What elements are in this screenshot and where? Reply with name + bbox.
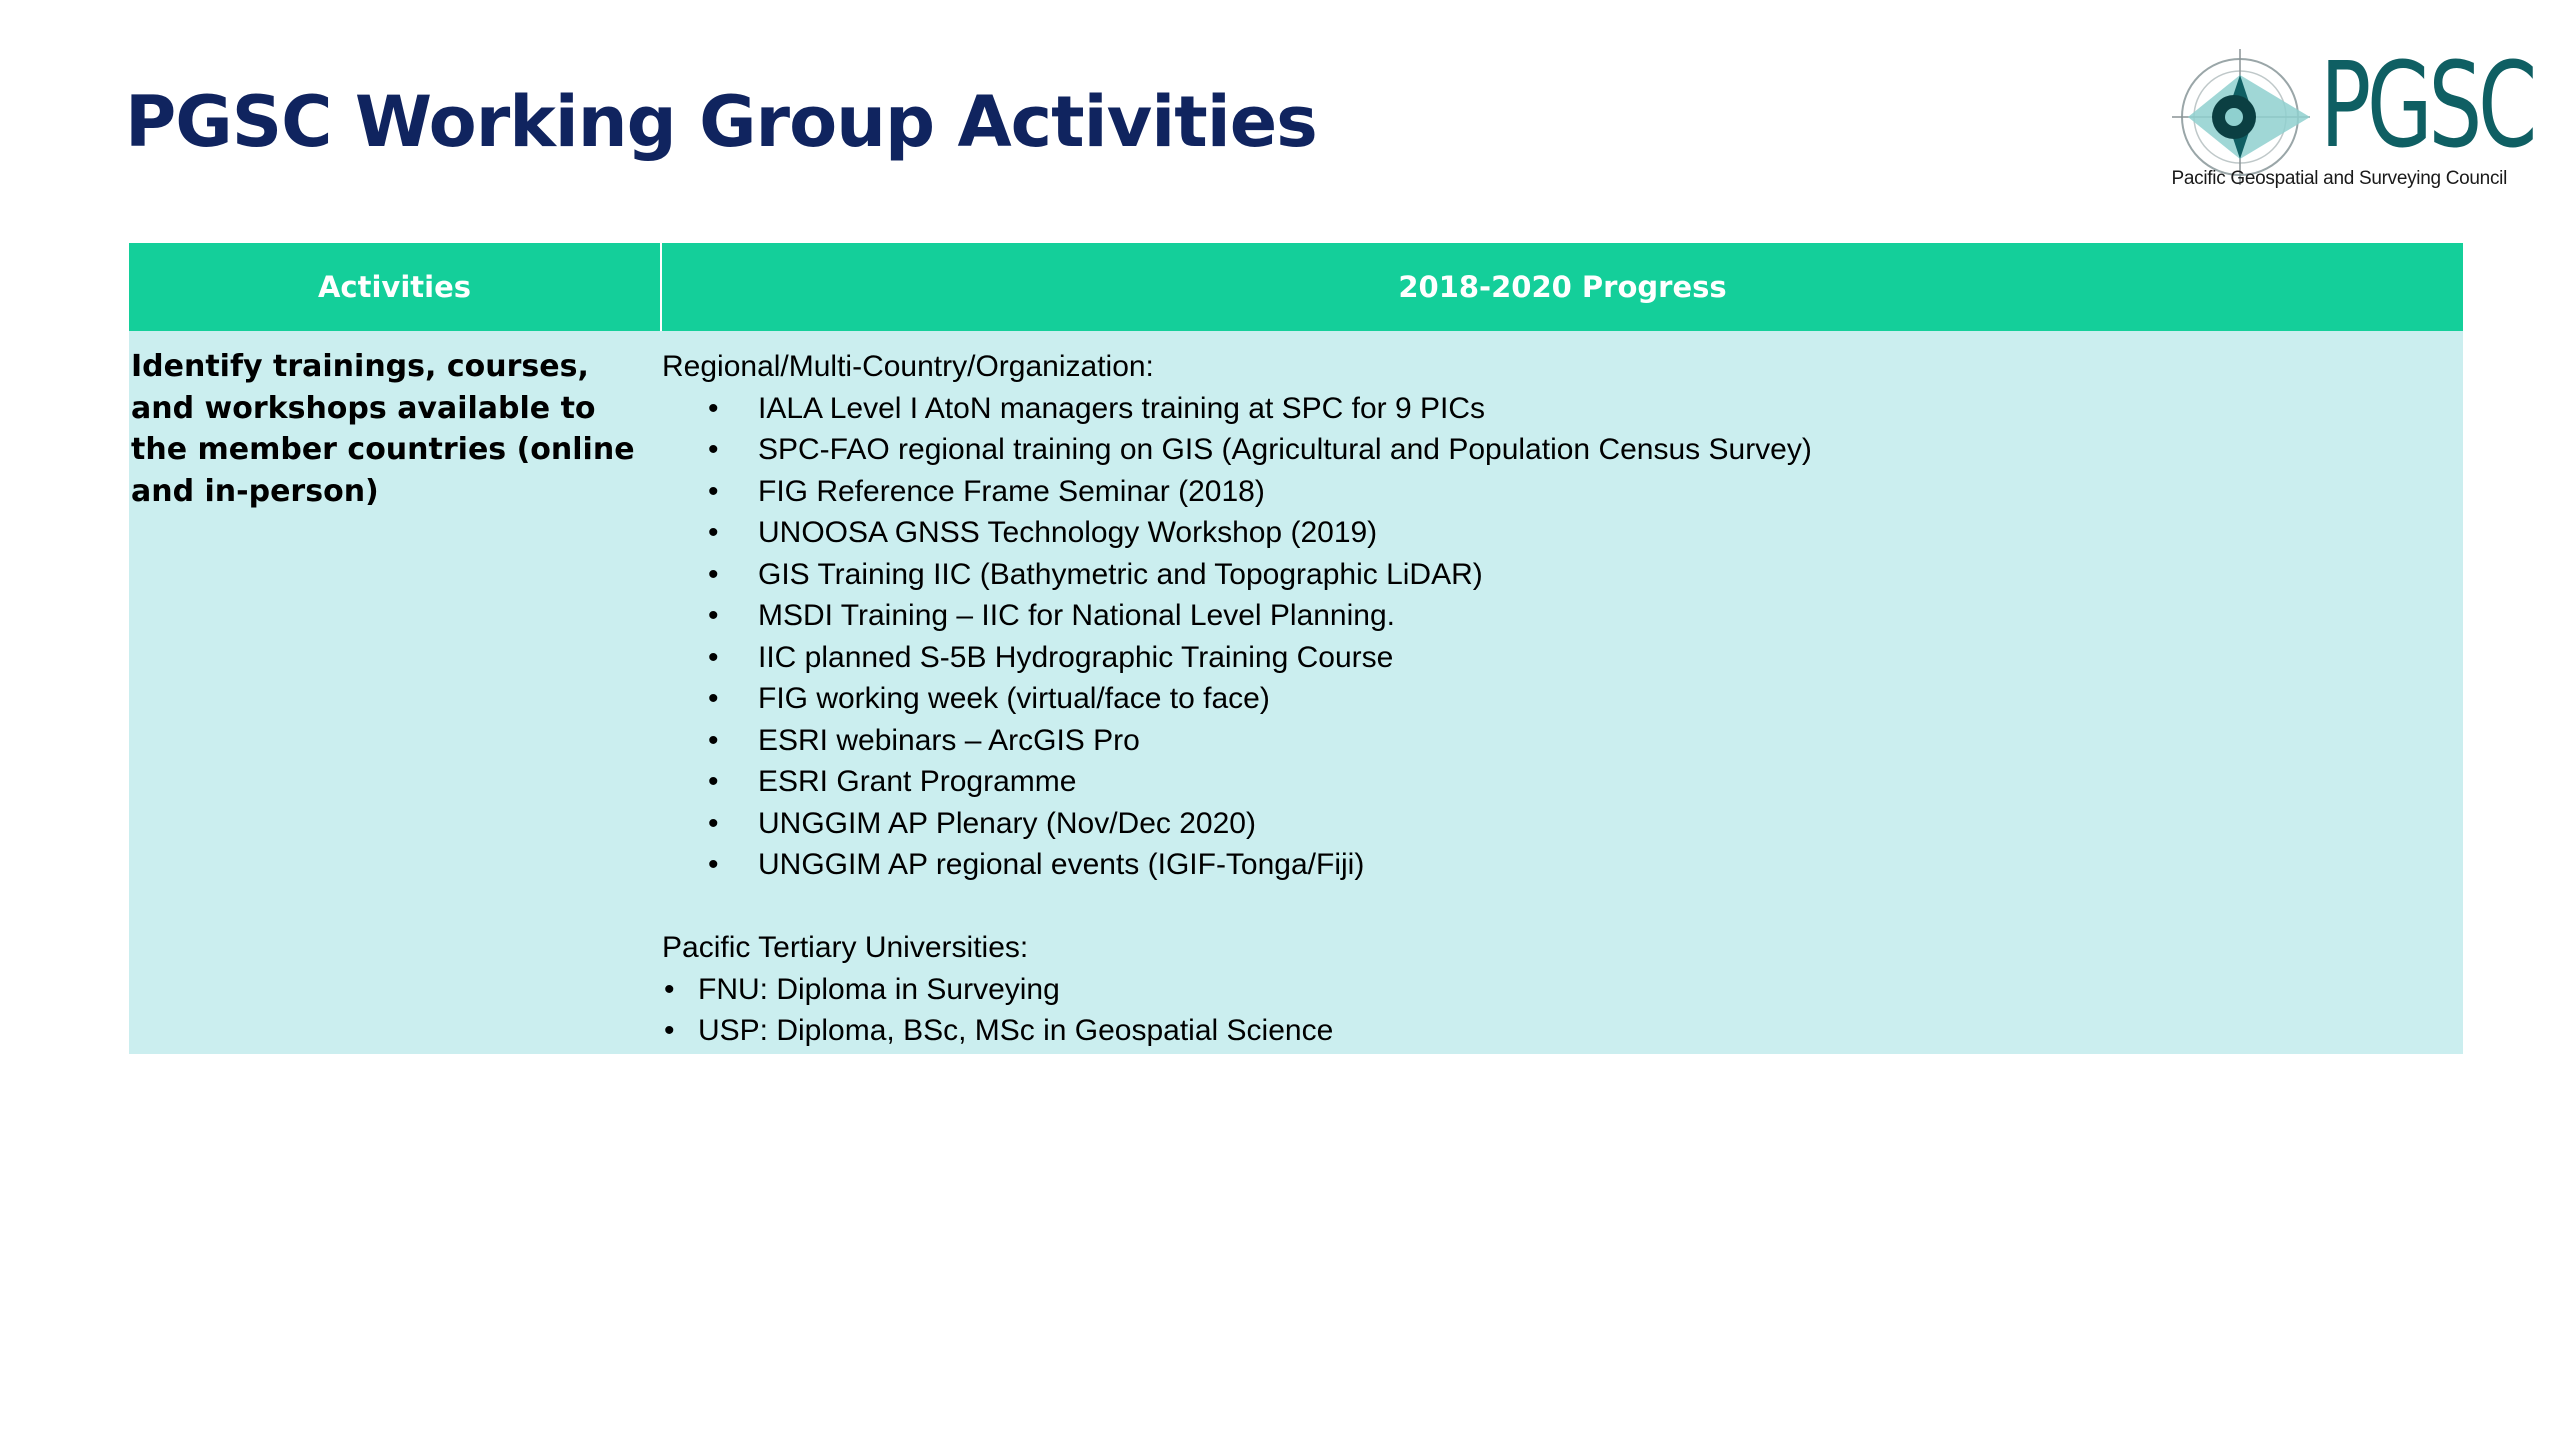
regional-list [662, 388, 2463, 886]
list-item-text: FIG working week (virtual/face to face) [758, 682, 1270, 715]
bullet-icon: • [664, 972, 675, 1006]
list-item [662, 678, 2463, 720]
table-header [129, 243, 2463, 331]
regional-heading: Regional/Multi-Country/Organization: [662, 350, 1154, 383]
bullet-icon: • [708, 599, 719, 632]
bullet-icon: • [708, 640, 719, 674]
bullet-icon: • [708, 433, 719, 466]
list-item [662, 512, 2463, 554]
list-item [662, 1010, 2463, 1052]
logo-tagline: Pacific Geospatial and Surveying Council [2171, 168, 2507, 189]
bullet-icon: • [708, 765, 719, 798]
bullet-icon: • [708, 723, 719, 757]
bullet-icon: • [708, 806, 719, 840]
list-item-text: UNGGIM AP Plenary (Nov/Dec 2020) [758, 806, 1256, 840]
header-progress: 2018-2020 Progress [1398, 270, 1727, 304]
list-item [662, 429, 2463, 471]
list-item-text: UNOOSA GNSS Technology Workshop (2019) [758, 516, 1378, 549]
bullet-icon: • [708, 474, 719, 508]
list-item-text: UNGGIM AP regional events (IGIF-Tonga/Fiji) [758, 848, 1365, 881]
table-row [129, 331, 2463, 1054]
section-spacer [662, 886, 2463, 928]
list-item [662, 554, 2463, 596]
header-activities: Activities [129, 243, 662, 331]
list-item [662, 471, 2463, 513]
list-item-text: FNU: Diploma in Surveying [698, 972, 1060, 1006]
list-item [662, 388, 2463, 430]
bullet-icon: • [708, 516, 719, 549]
bullet-icon: • [708, 391, 719, 425]
list-item-text: IIC planned S-5B Hydrographic Training Course [758, 640, 1394, 674]
list-item [662, 803, 2463, 845]
list-item [662, 595, 2463, 637]
list-item-text: GIS Training IIC (Bathymetric and Topographic LiDAR) [758, 557, 1483, 591]
activity-cell: Identify trainings, courses, and workshops available to the member countries (online and in-person) [131, 349, 635, 509]
logo-wordmark: PGSC [2320, 36, 2534, 174]
list-item [662, 720, 2463, 762]
list-item [662, 969, 2463, 1011]
list-item-text: ESRI webinars – ArcGIS Pro [758, 723, 1140, 757]
universities-list [662, 969, 2463, 1052]
list-item-text: MSDI Training – IIC for National Level Planning. [758, 599, 1395, 632]
bullet-icon: • [664, 1014, 675, 1047]
list-item-text: FIG Reference Frame Seminar (2018) [758, 474, 1265, 508]
slide-title: PGSC Working Group Activities [125, 81, 1317, 163]
list-item [662, 637, 2463, 679]
pgsc-logo [2155, 36, 2534, 200]
universities-heading: Pacific Tertiary Universities: [662, 931, 1029, 964]
list-item [662, 844, 2463, 886]
activities-table [129, 243, 2463, 1054]
bullet-icon: • [708, 557, 719, 591]
list-item-text: USP: Diploma, BSc, MSc in Geospatial Science [698, 1014, 1334, 1047]
bullet-icon: • [708, 848, 719, 881]
list-item [662, 761, 2463, 803]
bullet-icon: • [708, 682, 719, 715]
progress-cell [662, 331, 2463, 1052]
list-item-text: ESRI Grant Programme [758, 765, 1077, 798]
list-item-text: IALA Level I AtoN managers training at SPC for 9 PICs [758, 391, 1486, 425]
list-item-text: SPC-FAO regional training on GIS (Agricultural and Population Census Survey) [758, 433, 1812, 466]
